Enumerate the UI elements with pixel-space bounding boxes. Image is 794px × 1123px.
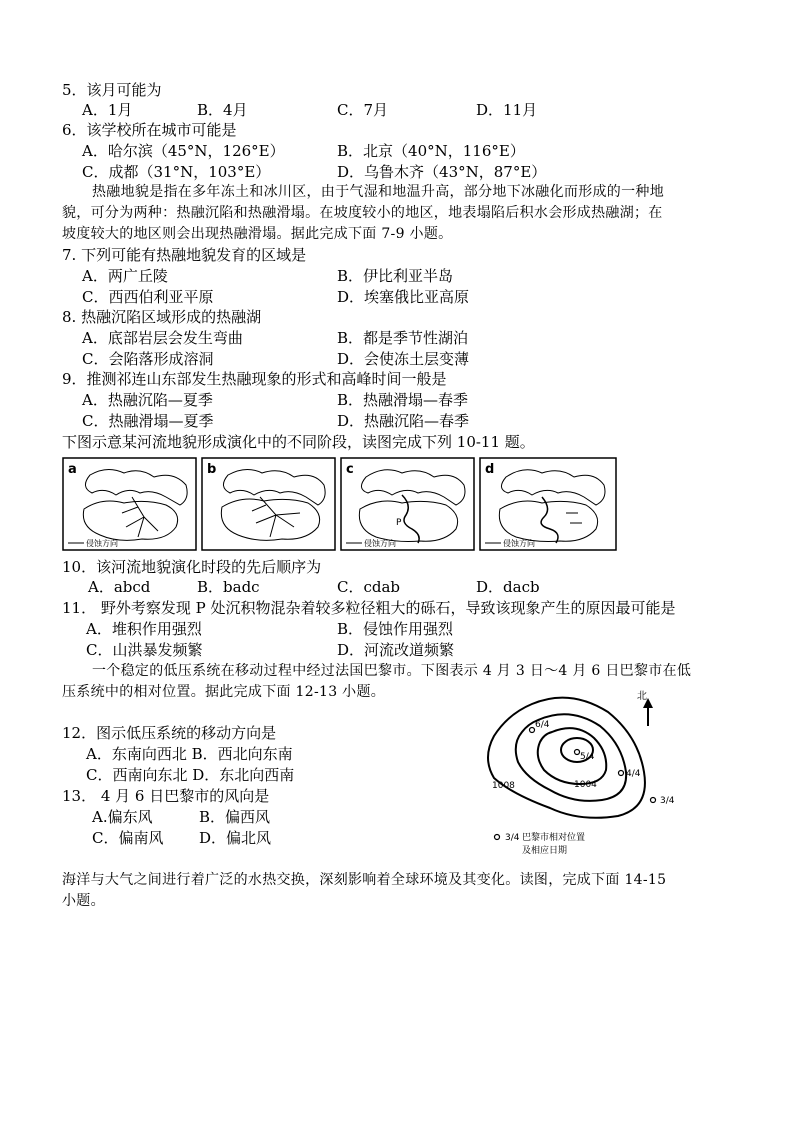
passage3-line2: 小题。 — [62, 893, 105, 909]
panel-c-erosion-label: 侵蚀方向 — [364, 539, 396, 548]
north-label: 北 — [637, 691, 647, 702]
q11-option-a: A．堆积作用强烈 — [86, 620, 202, 638]
panel-d — [480, 458, 616, 550]
panel-a — [63, 458, 196, 550]
paris-marker-5-4 — [575, 750, 580, 755]
q10-option-c: C．cdab — [337, 578, 401, 596]
passage1-line3: 坡度较大的地区则会出现热融滑塌。据此完成下面 7-9 小题。 — [62, 226, 453, 242]
legend-date: 3/4 — [505, 833, 520, 843]
q7-stem: 7. 下列可能有热融地貌发育的区域是 — [62, 246, 307, 264]
q8-option-d: D．会使冻土层变薄 — [337, 350, 470, 368]
date-label-5-4: 5/4 — [580, 752, 595, 762]
q6-stem: 6．该学校所在城市可能是 — [62, 121, 237, 139]
isobar-label-1004: 1004 — [574, 780, 597, 790]
legend-text-1: 巴黎市相对位置 — [522, 833, 586, 843]
q11-option-d: D．河流改道频繁 — [337, 641, 455, 659]
q8-stem: 8. 热融沉陷区域形成的热融湖 — [62, 308, 262, 326]
q8-option-b: B．都是季节性湖泊 — [337, 329, 469, 347]
q13-option-c: C．偏南风 — [92, 829, 164, 847]
date-label-3-4: 3/4 — [660, 796, 675, 806]
q12-options-ab: A．东南向西北 B．西北向东南 — [86, 745, 293, 763]
q10-option-b: B．badc — [197, 578, 260, 596]
panel-c-label: c — [346, 462, 354, 477]
q5-option-b: B．4月 — [197, 101, 248, 119]
q6-option-d: D．乌鲁木齐（43°N，87°E） — [337, 163, 547, 181]
intro-10-11: 下图示意某河流地貌形成演化中的不同阶段，读图完成下列 10-11 题。 — [62, 433, 535, 451]
panel-a-erosion-label: 侵蚀方向 — [86, 539, 118, 548]
q9-option-b: B．热融滑塌—春季 — [337, 391, 469, 409]
q5-option-c: C．7月 — [337, 101, 389, 119]
q6-option-a: A．哈尔滨（45°N，126°E） — [82, 142, 285, 160]
q6-option-b: B．北京（40°N，116°E） — [337, 142, 525, 160]
legend-text-2: 及相应日期 — [522, 846, 568, 856]
panel-b-label: b — [207, 462, 217, 477]
panel-d-label: d — [485, 462, 495, 477]
q9-option-d: D．热融沉陷—春季 — [337, 412, 470, 430]
passage1-line2: 貌，可分为两种：热融沉陷和热融滑塌。在坡度较小的地区，地表塌陷后积水会形成热融湖；在 — [62, 205, 663, 221]
map-legend — [495, 831, 586, 856]
q8-option-a: A．底部岩层会发生弯曲 — [82, 329, 243, 347]
panel-c-p-label: P — [396, 518, 402, 528]
q13-option-d: D．偏北风 — [199, 829, 272, 847]
q8-option-c: C．会陷落形成溶洞 — [82, 350, 214, 368]
q11-stem: 11． 野外考察发现 P 处沉积物混杂着较多粒径粗大的砾石，导致该现象产生的原因最可能是 — [62, 599, 676, 617]
isobar-outer — [488, 698, 645, 818]
q5-stem: 5．该月可能为 — [62, 81, 162, 99]
passage2-line2: 压系统中的相对位置。据此完成下面 12-13 小题。 — [62, 684, 386, 700]
q10-option-d: D．dacb — [476, 578, 540, 596]
paris-marker-4-4 — [619, 771, 624, 776]
date-label-4-4: 4/4 — [626, 769, 641, 779]
q13-stem: 13． 4 月 6 日巴黎市的风向是 — [62, 787, 270, 805]
q7-option-a: A．两广丘陵 — [82, 267, 168, 285]
paris-marker-3-4 — [651, 798, 656, 803]
passage1-line1: 热融地貌是指在多年冻土和冰川区，由于气湿和地温升高，部分地下冰融化而形成的一种地 — [92, 184, 664, 200]
isobar-inner — [538, 728, 607, 784]
q12-options-cd: C．西南向东北 D．东北向西南 — [86, 766, 295, 784]
isobar-label-1008: 1008 — [492, 781, 515, 791]
paris-marker-6-4 — [530, 728, 535, 733]
q11-option-b: B．侵蚀作用强烈 — [337, 620, 454, 638]
q10-option-a: A．abcd — [88, 578, 151, 596]
passage3-line1: 海洋与大气之间进行着广泛的水热交换，深刻影响着全球环境及其变化。读图，完成下面 14-15 — [62, 872, 667, 888]
q11-option-c: C．山洪暴发频繁 — [86, 641, 203, 659]
q7-option-c: C．西西伯利亚平原 — [82, 288, 214, 306]
date-label-6-4: 6/4 — [535, 720, 550, 730]
panel-a-label: a — [68, 462, 77, 477]
north-arrow — [637, 690, 653, 726]
panel-b — [202, 458, 335, 550]
q5-option-a: A．1月 — [82, 101, 133, 119]
passage2-line1: 一个稳定的低压系统在移动过程中经过法国巴黎市。下图表示 4 月 3 日～4 月 6 日巴黎市在低 — [92, 663, 692, 679]
low-pressure-map — [480, 686, 680, 861]
q10-stem: 10．该河流地貌演化时段的先后顺序为 — [62, 558, 322, 576]
panel-d-erosion-label: 侵蚀方向 — [503, 539, 535, 548]
q7-option-b: B．伊比利亚半岛 — [337, 267, 454, 285]
q13-option-b: B．偏西风 — [199, 808, 271, 826]
q9-option-c: C．热融滑塌—夏季 — [82, 412, 214, 430]
q5-option-d: D．11月 — [476, 101, 538, 119]
q7-option-d: D．埃塞俄比亚高原 — [337, 288, 470, 306]
q12-stem: 12．图示低压系统的移动方向是 — [62, 724, 277, 742]
q9-option-a: A．热融沉陷—夏季 — [82, 391, 213, 409]
q13-option-a: A.偏东风 — [92, 808, 153, 826]
q6-option-c: C．成都（31°N，103°E） — [82, 163, 271, 181]
panel-c — [341, 458, 474, 550]
q9-stem: 9．推测祁连山东部发生热融现象的形式和高峰时间一般是 — [62, 370, 447, 388]
river-landform-figure — [62, 457, 618, 552]
